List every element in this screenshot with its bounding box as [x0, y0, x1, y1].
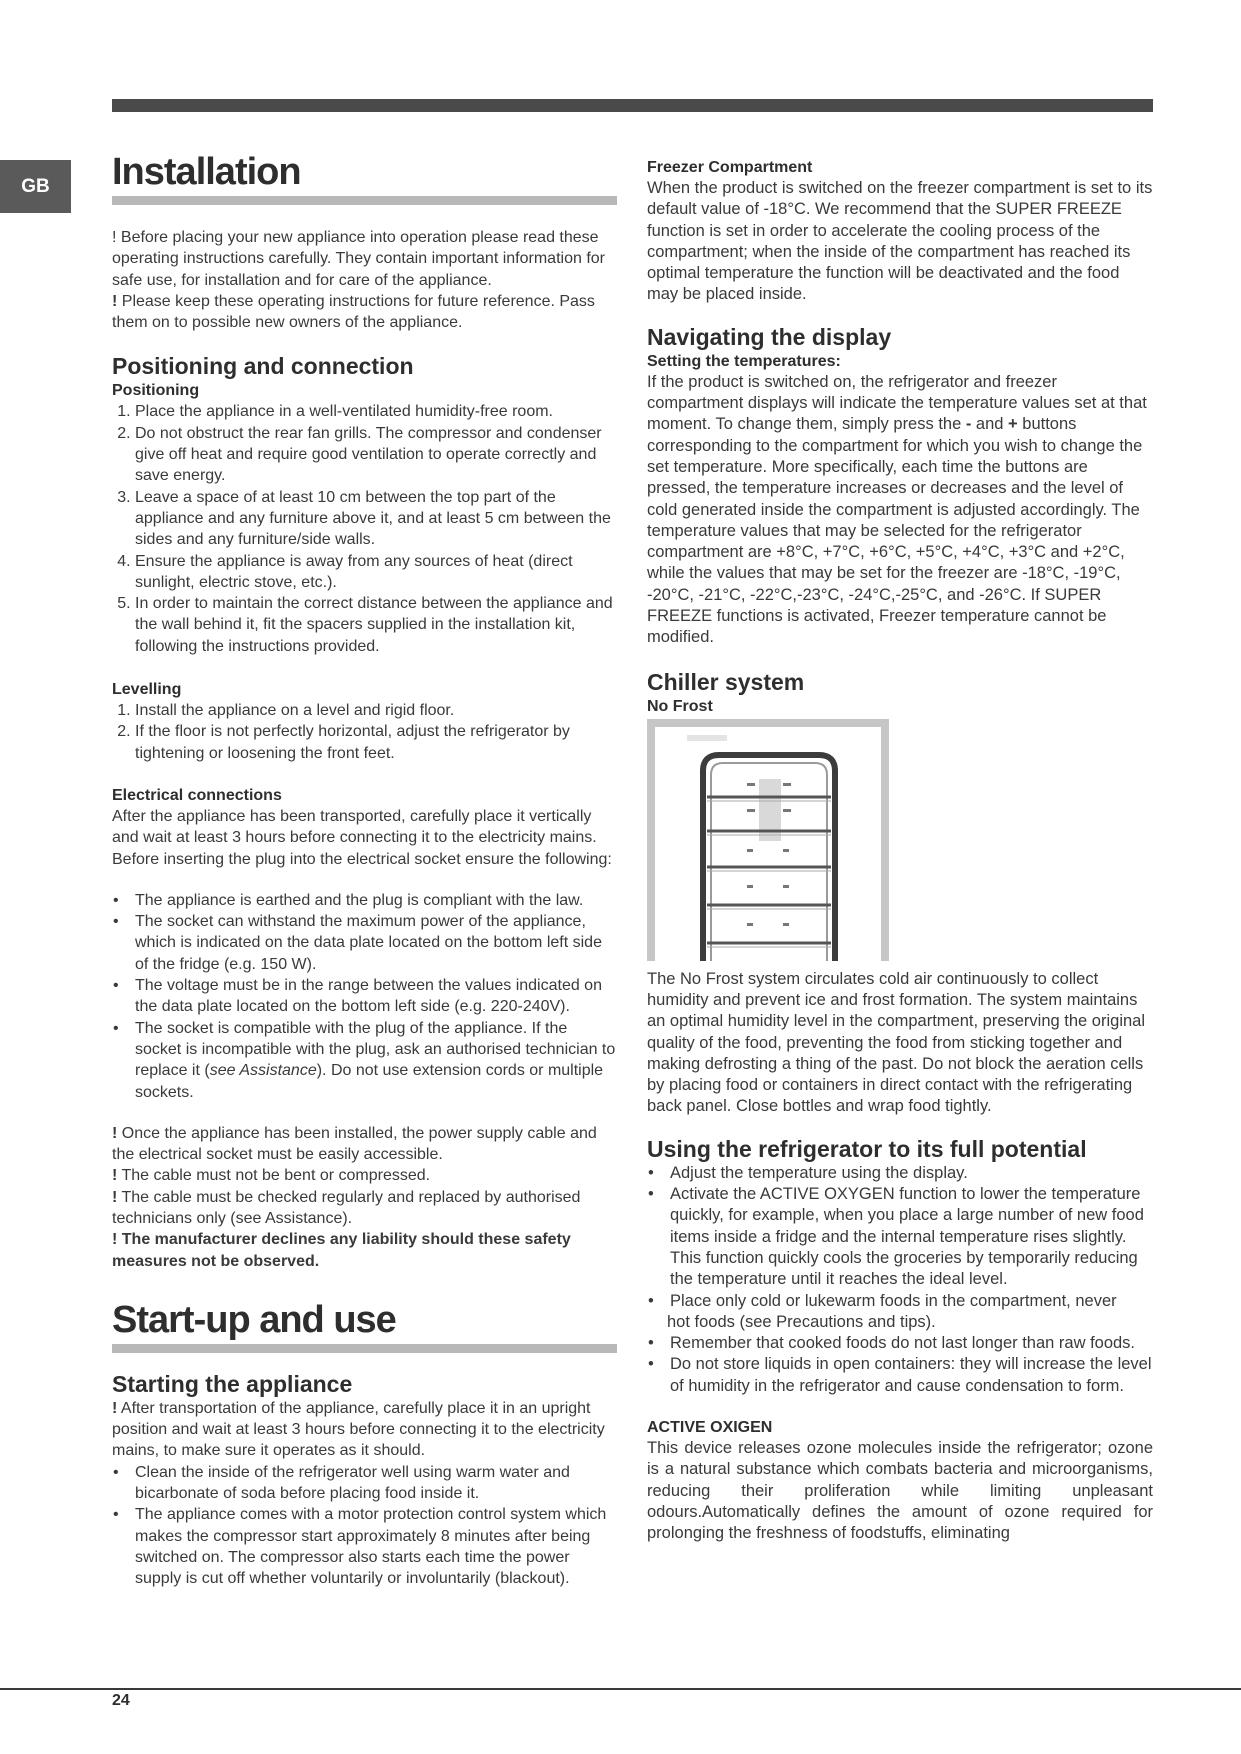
list-item: • Activate the ACTIVE OXYGEN function to lower the temperature quickly, for example, when you place a large number of new food items inside a fridge and the internal temperature rises slightly. This function quickly cools the groceries by temporarily reducing the temperature until it reaches the ideal level.: [670, 1184, 1153, 1290]
list-item: • The socket can withstand the maximum power of the appliance, which is indicated on the data plate located on the bottom left side of the fridge (e.g. 150 W).: [135, 911, 617, 975]
list-item: 2. Do not obstruct the rear fan grills. The compressor and condenser give off heat and require good ventilation to operate correctly and save energy.: [135, 423, 617, 487]
list-item: 2. If the floor is not perfectly horizontal, adjust the refrigerator by tightening or loosening the front feet.: [135, 721, 617, 764]
electrical-heading: Electrical connections: [112, 786, 282, 804]
electrical-intro: After the appliance has been transported, carefully place it vertically and wait at least 3 hours before connecting it to the electricity mains. Before inserting the plug into the electrical socket ensure the following:: [112, 807, 612, 868]
electrical-list: [112, 890, 617, 1103]
using-refrigerator-heading: Using the refrigerator to its full potential: [647, 1135, 1087, 1162]
fridge-interior-image: [647, 719, 889, 961]
chiller-heading: Chiller system: [647, 668, 805, 695]
list-item: • The appliance comes with a motor protection control system which makes the compressor start approximately 8 minutes after being switched on. The compressor also starts each time the power supply is cut off whether voluntarily or involuntarily (blackout).: [135, 1504, 617, 1589]
warning-mark: !: [112, 1188, 118, 1206]
fridge-shelves-illustration: [647, 719, 889, 961]
intro-keep-paragraph: [112, 291, 617, 334]
navigating-heading: Navigating the display: [647, 323, 892, 350]
list-item: • Adjust the temperature using the display.: [670, 1163, 1153, 1184]
warning-mark: !: [112, 1124, 118, 1142]
using-list-continued: [647, 1333, 1153, 1397]
note-bent: [112, 1165, 617, 1186]
installation-title: Installation: [112, 150, 617, 205]
header-rule: [112, 99, 1153, 112]
assistance-reference: see Assistance: [209, 1062, 317, 1080]
list-item: 3. Leave a space of at least 10 cm between the top part of the appliance and any furniture above it, and at least 5 cm between the sides and any furniture/side walls.: [135, 487, 617, 551]
setting-text: and: [971, 415, 1009, 434]
positioning-connection-heading: Positioning and connection: [112, 353, 414, 380]
item-text: The socket is compatible with the plug of the appliance. If the socket is incompatible with the plug, ask an authorised technician to replace it (: [135, 1019, 616, 1080]
note-text: Once the appliance has been installed, the power supply cable and the electrical socket must be easily accessible.: [112, 1124, 597, 1164]
intro-paragraph: ! Before placing your new appliance into operation please read these operating instructions carefully. They contain important information for safe use, for installation and for care of the appliance.: [112, 229, 605, 289]
positioning-list: [112, 401, 617, 657]
note-accessible: [112, 1123, 617, 1166]
item-text: ). Do not use extension cords or multiple sockets.: [135, 1062, 604, 1101]
footer-rule: [0, 1688, 1241, 1690]
list-item: 5. In order to maintain the correct distance between the appliance and the wall behind it, fit the spacers supplied in the installation kit, following the instructions provided.: [135, 593, 617, 657]
active-oxigen-heading: ACTIVE OXIGEN: [647, 1418, 773, 1436]
active-oxigen-paragraph: This device releases ozone molecules inside the refrigerator; ozone is a natural substance which combats bacteria and microorganisms, reducing their proliferation while limiting unpleasant odours.Automatically defines the amount of ozone required for prolonging the freshness of foodstuffs, eliminating: [647, 1438, 1153, 1543]
setting-text: buttons corresponding to the compartment for which you wish to change the set temperature. More specifically, each time the buttons are pressed, the temperature increases or decreases and the level of cold generated inside the compartment is adjusted accordingly. The temperature values that may be selected for the refrigerator compartment are +8°C, +7°C, +6°C, +5°C, +4°C, +3°C and +2°C, while the values that may be set for the freezer are -18°C, -19°C, -20°C, -21°C, -22°C,-23°C, -24°C,-25°C, and -26°C. If SUPER FREEZE functions is activated, Freezer temperature cannot be modified.: [647, 415, 1143, 647]
levelling-list: [112, 700, 617, 764]
list-item: • Do not store liquids in open containers: they will increase the level of humidity in the refrigerator and cause condensation to form.: [670, 1354, 1153, 1397]
right-column: [647, 157, 1153, 1544]
minus-symbol: -: [965, 415, 972, 434]
warning-mark: !: [112, 292, 118, 310]
liability-note: ! The manufacturer declines any liability should these safety measures not be observed.: [112, 1231, 571, 1270]
starting-list: [112, 1462, 617, 1590]
setting-text: If the product is switched on, the refrigerator and freezer compartment displays will indicate the temperature values set at that moment. To change them, simply press the: [647, 372, 1147, 434]
note-text: The cable must not be bent or compressed.: [117, 1167, 431, 1185]
list-item: 1. Install the appliance on a level and rigid floor.: [135, 700, 617, 721]
note-text: The cable must be checked regularly and replaced by authorised technicians only (see Assistance).: [112, 1188, 581, 1227]
plus-symbol: +: [1008, 415, 1018, 434]
list-item: [135, 1018, 617, 1103]
list-item: • Place only cold or lukewarm foods in the compartment, never: [670, 1291, 1153, 1312]
setting-temperatures-heading: Setting the temperatures:: [647, 352, 841, 370]
startup-title: Start-up and use: [112, 1298, 617, 1353]
note-cable-check: [112, 1187, 617, 1230]
freezer-paragraph: When the product is switched on the freezer compartment is set to its default value of -18°C. We recommend that the SUPER FREEZE function is set in order to accelerate the cooling process of the compartment; when the inside of the compartment has reached its optimal temperature the function will be deactivated and the food may be placed inside.: [647, 179, 1153, 304]
hot-foods-line: hot foods (see Precautions and tips).: [667, 1312, 936, 1331]
intro-keep-text: Please keep these operating instructions for future reference. Pass them on to possible new owners of the appliance.: [112, 292, 595, 332]
language-tab: GB: [0, 160, 71, 213]
using-list: [647, 1163, 1153, 1312]
left-column: [112, 150, 617, 1590]
no-frost-paragraph: The No Frost system circulates cold air continuously to collect humidity and prevent ice and frost formation. The system maintains an optimal humidity level in the compartment, preserving the original quality of the food, preventing the food from sticking together and making defrosting a thing of the past. Do not block the aeration cells by placing food or containers in direct contact with the refrigerating back panel. Close bottles and wrap food tightly.: [647, 969, 1145, 1116]
freezer-heading: Freezer Compartment: [647, 159, 813, 176]
list-item: • Remember that cooked foods do not last longer than raw foods.: [670, 1333, 1153, 1354]
starting-intro: [112, 1398, 617, 1462]
starting-intro-text: After transportation of the appliance, carefully place it in an upright position and wait at least 3 hours before connecting it to the electricity mains, to make sure it operates as it should.: [112, 1399, 605, 1460]
no-frost-heading: No Frost: [647, 697, 713, 715]
warning-mark: !: [112, 1399, 118, 1417]
page-number: 24: [112, 1692, 130, 1709]
setting-paragraph: [647, 372, 1153, 649]
list-item: 1. Place the appliance in a well-ventilated humidity-free room.: [135, 401, 617, 422]
levelling-heading: Levelling: [112, 681, 182, 699]
list-item: 4. Ensure the appliance is away from any sources of heat (direct sunlight, electric stove, etc.).: [135, 551, 617, 594]
starting-appliance-heading: Starting the appliance: [112, 1370, 353, 1397]
warning-mark: !: [112, 1167, 118, 1185]
list-item: • The appliance is earthed and the plug is compliant with the law.: [135, 890, 617, 911]
list-item: • The voltage must be in the range between the values indicated on the data plate located on the bottom left side (e.g. 220-240V).: [135, 975, 617, 1018]
positioning-heading: Positioning: [112, 382, 200, 400]
list-item: • Clean the inside of the refrigerator well using warm water and bicarbonate of soda before placing food inside it.: [135, 1462, 617, 1505]
